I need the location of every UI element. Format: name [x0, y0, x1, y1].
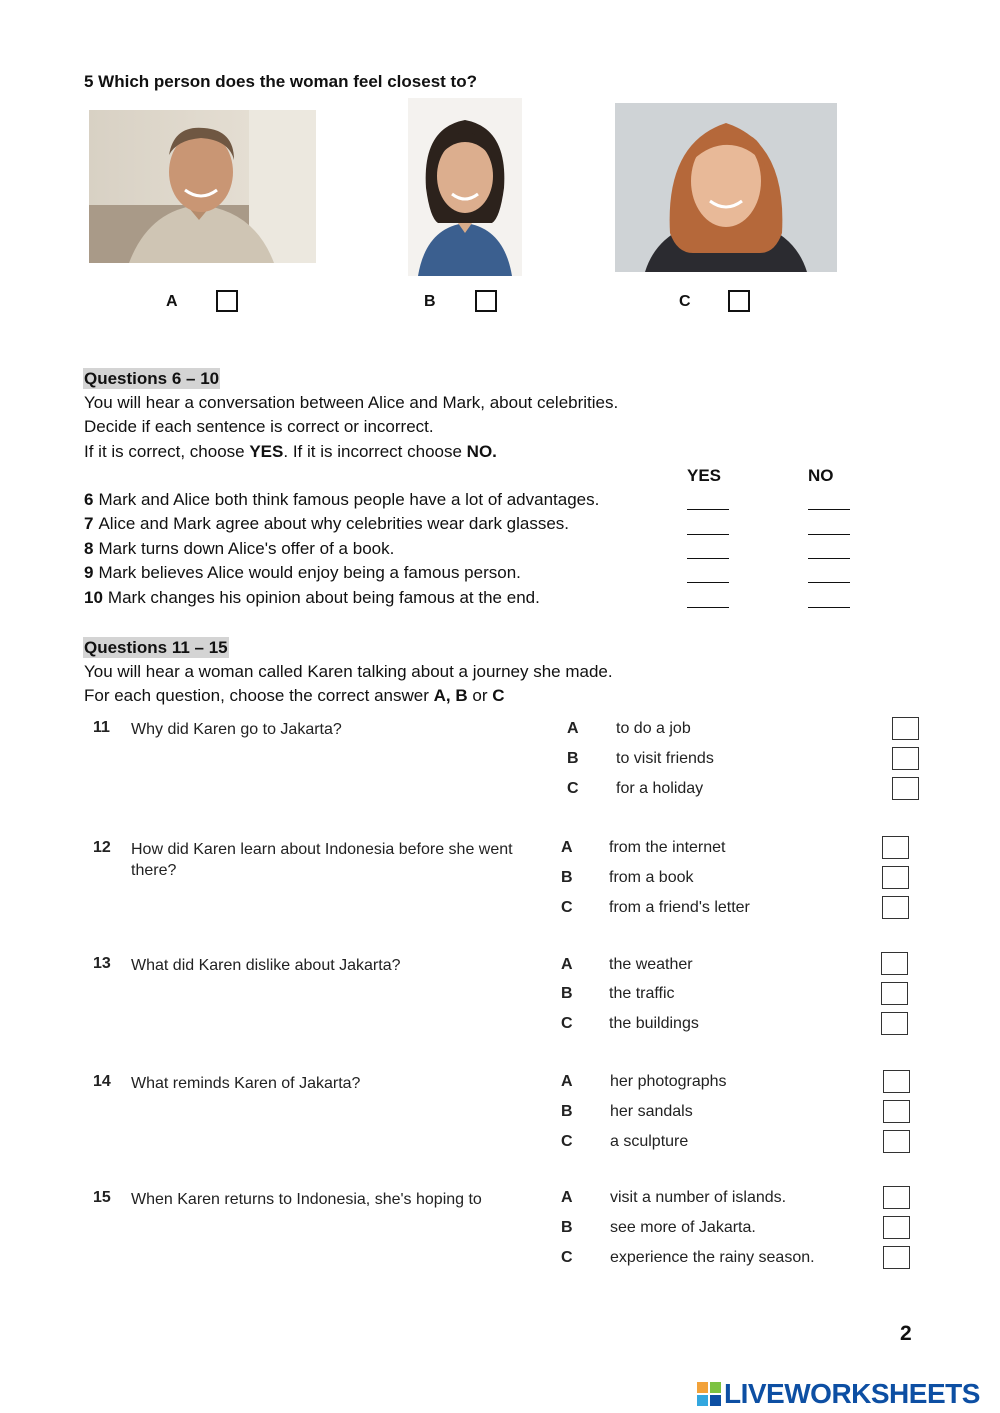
q11-letter-a: A: [567, 720, 579, 737]
question-15-text: When Karen returns to Indonesia, she's hoping to: [131, 1191, 482, 1208]
q11-answer-b: to visit friends: [616, 750, 714, 767]
option-a-checkbox[interactable]: [216, 290, 238, 312]
question-13-text: What did Karen dislike about Jakarta?: [131, 957, 401, 974]
q12-letter-b: B: [561, 869, 573, 886]
q11-answer-a: to do a job: [616, 720, 691, 737]
q15-letter-b: B: [561, 1219, 573, 1236]
option-c-letter: C: [679, 293, 691, 310]
q15-answer-c: experience the rainy season.: [610, 1249, 815, 1266]
question-12-number: 12: [93, 839, 111, 856]
q12-answer-a: from the internet: [609, 839, 726, 856]
q14-letter-c: C: [561, 1133, 573, 1150]
q12-checkbox-c[interactable]: [882, 896, 909, 919]
section-11-15-instruction-2: For each question, choose the correct answer A, B or C: [84, 686, 505, 705]
statement-7: 7 Alice and Mark agree about why celebrities wear dark glasses.: [84, 514, 570, 533]
q13-checkbox-c[interactable]: [881, 1012, 908, 1035]
q14-checkbox-b[interactable]: [883, 1100, 910, 1123]
question-14-number: 14: [93, 1073, 111, 1090]
option-a-letter: A: [166, 293, 178, 310]
yes-blank-6[interactable]: [687, 509, 729, 510]
section-6-10-heading: Questions 6 – 10: [84, 369, 220, 388]
option-c-checkbox[interactable]: [728, 290, 750, 312]
q11-checkbox-c[interactable]: [892, 777, 919, 800]
q12-answer-b: from a book: [609, 869, 694, 886]
no-blank-7[interactable]: [808, 534, 850, 535]
question-14-text: What reminds Karen of Jakarta?: [131, 1075, 361, 1092]
option-b-letter: B: [424, 293, 436, 310]
q15-letter-a: A: [561, 1189, 573, 1206]
statement-10: 10 Mark changes his opinion about being famous at the end.: [84, 588, 540, 607]
q14-answer-a: her photographs: [610, 1073, 727, 1090]
section-6-10-instruction-1: You will hear a conversation between Alice and Mark, about celebrities.: [84, 393, 619, 412]
liveworksheets-logo-icon: [697, 1382, 721, 1406]
q13-answer-b: the traffic: [609, 985, 675, 1002]
yes-column-header: YES: [687, 466, 722, 485]
statement-9: 9 Mark believes Alice would enjoy being a famous person.: [84, 563, 521, 582]
q15-checkbox-a[interactable]: [883, 1186, 910, 1209]
section-6-10-instruction-2: Decide if each sentence is correct or incorrect.: [84, 417, 434, 436]
q11-answer-c: for a holiday: [616, 780, 704, 797]
q13-letter-b: B: [561, 985, 573, 1002]
no-blank-9[interactable]: [808, 582, 850, 583]
q11-letter-c: C: [567, 780, 579, 797]
section-11-15-instruction-1: You will hear a woman called Karen talking about a journey she made.: [84, 662, 613, 681]
q14-answer-c: a sculpture: [610, 1133, 689, 1150]
question-15-number: 15: [93, 1189, 111, 1206]
yes-blank-9[interactable]: [687, 582, 729, 583]
photo-option-b: [408, 98, 522, 276]
q12-letter-a: A: [561, 839, 573, 856]
photo-option-a: [89, 110, 316, 263]
q15-checkbox-b[interactable]: [883, 1216, 910, 1239]
section-6-10-instruction-3: If it is correct, choose YES. If it is incorrect choose NO.: [84, 442, 497, 461]
q13-answer-a: the weather: [609, 956, 693, 973]
question-11-text: Why did Karen go to Jakarta?: [131, 721, 342, 738]
q15-answer-b: see more of Jakarta.: [610, 1219, 756, 1236]
q13-letter-a: A: [561, 956, 573, 973]
question-5-title: 5 Which person does the woman feel closest to?: [84, 72, 477, 91]
q12-answer-c: from a friend's letter: [609, 899, 750, 916]
yes-blank-7[interactable]: [687, 534, 729, 535]
liveworksheets-logo[interactable]: [697, 1378, 980, 1410]
yes-blank-8[interactable]: [687, 558, 729, 559]
no-column-header: NO: [808, 466, 834, 485]
question-12-text: How did Karen learn about Indonesia before she went there?: [131, 841, 513, 879]
q13-answer-c: the buildings: [609, 1015, 699, 1032]
logo-text: LIVEWORKSHEETS: [724, 1378, 980, 1409]
q13-letter-c: C: [561, 1015, 573, 1032]
question-11-number: 11: [93, 719, 110, 736]
q11-checkbox-b[interactable]: [892, 747, 919, 770]
q14-letter-a: A: [561, 1073, 573, 1090]
no-blank-8[interactable]: [808, 558, 850, 559]
q12-checkbox-b[interactable]: [882, 866, 909, 889]
q11-checkbox-a[interactable]: [892, 717, 919, 740]
photo-option-c: [615, 103, 837, 272]
question-13-number: 13: [93, 955, 111, 972]
q15-answer-a: visit a number of islands.: [610, 1189, 787, 1206]
no-blank-10[interactable]: [808, 607, 850, 608]
q13-checkbox-a[interactable]: [881, 952, 908, 975]
statement-6: 6 Mark and Alice both think famous people have a lot of advantages.: [84, 490, 600, 509]
page-number: 2: [900, 1322, 912, 1345]
section-11-15-heading: Questions 11 – 15: [84, 638, 228, 657]
q15-letter-c: C: [561, 1249, 573, 1266]
q12-checkbox-a[interactable]: [882, 836, 909, 859]
q14-letter-b: B: [561, 1103, 573, 1120]
q11-letter-b: B: [567, 750, 579, 767]
q12-letter-c: C: [561, 899, 573, 916]
yes-blank-10[interactable]: [687, 607, 729, 608]
no-blank-6[interactable]: [808, 509, 850, 510]
q14-checkbox-c[interactable]: [883, 1130, 910, 1153]
q14-answer-b: her sandals: [610, 1103, 693, 1120]
statement-8: 8 Mark turns down Alice's offer of a book.: [84, 539, 395, 558]
option-b-checkbox[interactable]: [475, 290, 497, 312]
q15-checkbox-c[interactable]: [883, 1246, 910, 1269]
q14-checkbox-a[interactable]: [883, 1070, 910, 1093]
q13-checkbox-b[interactable]: [881, 982, 908, 1005]
